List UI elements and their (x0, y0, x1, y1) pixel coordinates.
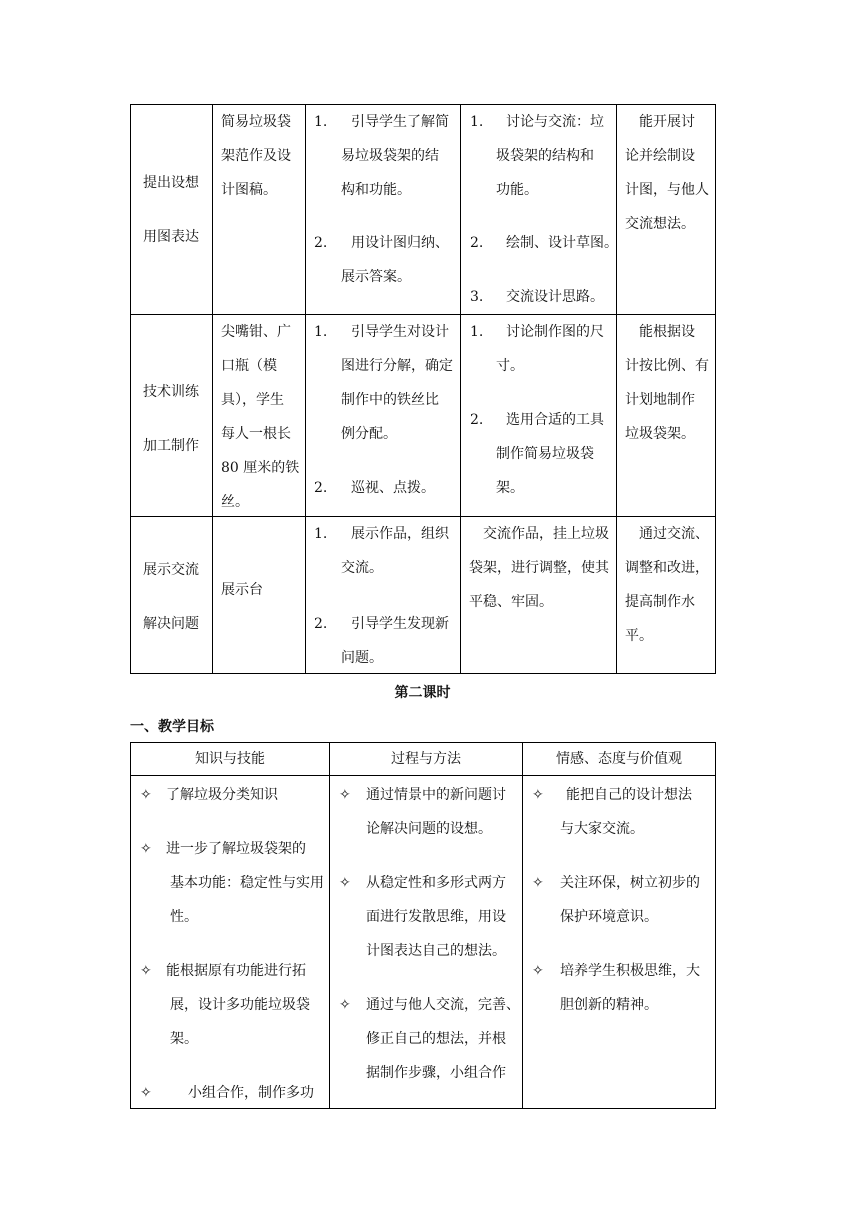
section-subheading: 一、教学目标 (130, 719, 214, 735)
goal-text: 交流想法。 (625, 216, 695, 232)
list-item: 能把自己的设计想法 (566, 787, 692, 803)
materials-text: 计图稿。 (221, 182, 277, 198)
teacher-activity: 构和功能。 (341, 182, 411, 198)
stage-label: 加工制作 (143, 438, 199, 454)
student-activity: 交流作品，挂上垃圾 (483, 526, 609, 542)
four-point-star-icon: ✧ (339, 875, 351, 891)
goal-text: 调整和改进， (625, 560, 709, 576)
four-point-star-icon: ✧ (140, 841, 152, 857)
goal-text: 平。 (625, 628, 653, 644)
list-number: 2. (470, 412, 484, 428)
goal-text: 计按比例、有 (625, 358, 709, 374)
teacher-activity: 交流。 (341, 560, 383, 576)
materials-text: 具），学生 (221, 392, 284, 408)
goal-text: 通过交流、 (639, 526, 709, 542)
list-item: 基本功能：稳定性与实用 (170, 875, 324, 891)
teacher-activity: 制作中的铁丝比 (341, 392, 439, 408)
student-activity: 制作简易垃圾袋 (496, 446, 594, 462)
student-activity: 选用合适的工具 (506, 412, 604, 428)
list-item: 通过情景中的新问题讨 (366, 787, 506, 803)
student-activity: 袋架，进行调整，使其 (469, 560, 609, 576)
section-title: 第二课时 (394, 685, 451, 701)
list-item: 小组合作，制作多功 (188, 1085, 314, 1101)
stage-label: 展示交流 (143, 562, 199, 578)
list-item: 面进行发散思维，用设 (366, 909, 506, 925)
list-item: 培养学生积极思维，大 (560, 963, 700, 979)
list-item: 架。 (170, 1031, 198, 1047)
table-border (130, 314, 715, 315)
four-point-star-icon: ✧ (532, 875, 544, 891)
list-item: 修正自己的想法，并根 (366, 1031, 506, 1047)
list-item: 性。 (170, 909, 198, 925)
list-number: 2. (314, 616, 328, 632)
teacher-activity: 引导学生了解简 (351, 114, 449, 130)
list-item: 进一步了解垃圾袋架的 (166, 841, 306, 857)
materials-text: 简易垃圾袋 (221, 114, 291, 130)
column-header: 知识与技能 (195, 751, 265, 767)
list-item: 胆创新的精神。 (560, 997, 658, 1013)
column-header: 过程与方法 (391, 751, 461, 767)
materials-text: 展示台 (221, 582, 263, 598)
student-activity: 讨论与交流：垃 (506, 114, 604, 130)
list-item: 与大家交流。 (560, 821, 644, 837)
list-item: 从稳定性和多形式两方 (366, 875, 506, 891)
table-border (130, 516, 715, 517)
table-border (130, 775, 716, 776)
goal-text: 论并绘制设 (625, 148, 695, 164)
list-item: 据制作步骤，小组合作 (366, 1065, 506, 1081)
student-activity: 绘制、设计草图。 (506, 235, 618, 251)
student-activity: 讨论制作图的尺 (506, 324, 604, 340)
list-number: 1. (314, 114, 328, 130)
table-border (329, 742, 330, 1109)
materials-text: 尖嘴钳、广 (221, 324, 291, 340)
materials-text: 丝。 (221, 494, 249, 510)
table-border (715, 742, 716, 1109)
student-activity: 圾袋架的结构和 (496, 148, 594, 164)
teacher-activity: 引导学生发现新 (351, 616, 449, 632)
list-number: 3. (470, 289, 484, 305)
list-item: 关注环保，树立初步的 (560, 875, 700, 891)
table-border (130, 742, 131, 1109)
stage-label: 用图表达 (143, 229, 199, 245)
column-header: 情感、态度与价值观 (556, 751, 682, 767)
list-number: 2. (314, 235, 328, 251)
materials-text: 每人一根长 (221, 426, 291, 442)
stage-label: 技术训练 (143, 384, 199, 400)
table-border (130, 742, 716, 743)
list-number: 1. (314, 324, 328, 340)
student-activity: 寸。 (496, 358, 524, 374)
student-activity: 功能。 (496, 182, 538, 198)
table-border (715, 104, 716, 674)
four-point-star-icon: ✧ (140, 963, 152, 979)
goal-text: 能开展讨 (639, 114, 695, 130)
table-border (522, 742, 523, 1109)
four-point-star-icon: ✧ (532, 963, 544, 979)
teacher-activity: 例分配。 (341, 426, 397, 442)
table-border (460, 104, 461, 674)
teacher-activity: 巡视、点拨。 (351, 480, 435, 496)
table-border (616, 104, 617, 674)
stage-label: 提出设想 (143, 175, 199, 191)
student-activity: 架。 (496, 480, 524, 496)
goal-text: 计划地制作 (625, 392, 695, 408)
goal-text: 能根据设 (639, 324, 695, 340)
four-point-star-icon: ✧ (339, 997, 351, 1013)
stage-label: 解决问题 (143, 616, 199, 632)
materials-text: 80 厘米的铁 (221, 460, 300, 476)
teacher-activity: 用设计图归纳、 (351, 235, 449, 251)
table-border (130, 104, 715, 105)
four-point-star-icon: ✧ (532, 787, 544, 803)
list-item: 能根据原有功能进行拓 (166, 963, 306, 979)
materials-text: 口瓶（模 (221, 358, 277, 374)
table-border (212, 104, 213, 674)
four-point-star-icon: ✧ (140, 787, 152, 803)
four-point-star-icon: ✧ (140, 1085, 152, 1101)
teacher-activity: 易垃圾袋架的结 (341, 148, 439, 164)
table-border (130, 1108, 716, 1109)
materials-text: 架范作及设 (221, 148, 291, 164)
teacher-activity: 展示作品，组织 (351, 526, 449, 542)
list-number: 2. (314, 480, 328, 496)
list-number: 1. (314, 526, 328, 542)
student-activity: 平稳、牢固。 (469, 594, 553, 610)
list-item: 展，设计多功能垃圾袋 (170, 997, 310, 1013)
table-border (130, 673, 715, 674)
list-number: 1. (470, 324, 484, 340)
teacher-activity: 引导学生对设计 (351, 324, 449, 340)
goal-text: 垃圾袋架。 (625, 426, 695, 442)
list-item: 了解垃圾分类知识 (166, 787, 278, 803)
student-activity: 交流设计思路。 (506, 289, 604, 305)
list-item: 保护环境意识。 (560, 909, 658, 925)
teacher-activity: 问题。 (341, 650, 383, 666)
list-number: 1. (470, 114, 484, 130)
four-point-star-icon: ✧ (339, 787, 351, 803)
table-border (305, 104, 306, 674)
teacher-activity: 图进行分解，确定 (341, 358, 453, 374)
list-item: 通过与他人交流，完善、 (366, 997, 520, 1013)
list-item: 计图表达自己的想法。 (366, 943, 506, 959)
list-number: 2. (470, 235, 484, 251)
table-border (130, 104, 131, 674)
list-item: 论解决问题的设想。 (366, 821, 492, 837)
goal-text: 计图，与他人 (625, 182, 709, 198)
teacher-activity: 展示答案。 (341, 269, 411, 285)
goal-text: 提高制作水 (625, 594, 695, 610)
